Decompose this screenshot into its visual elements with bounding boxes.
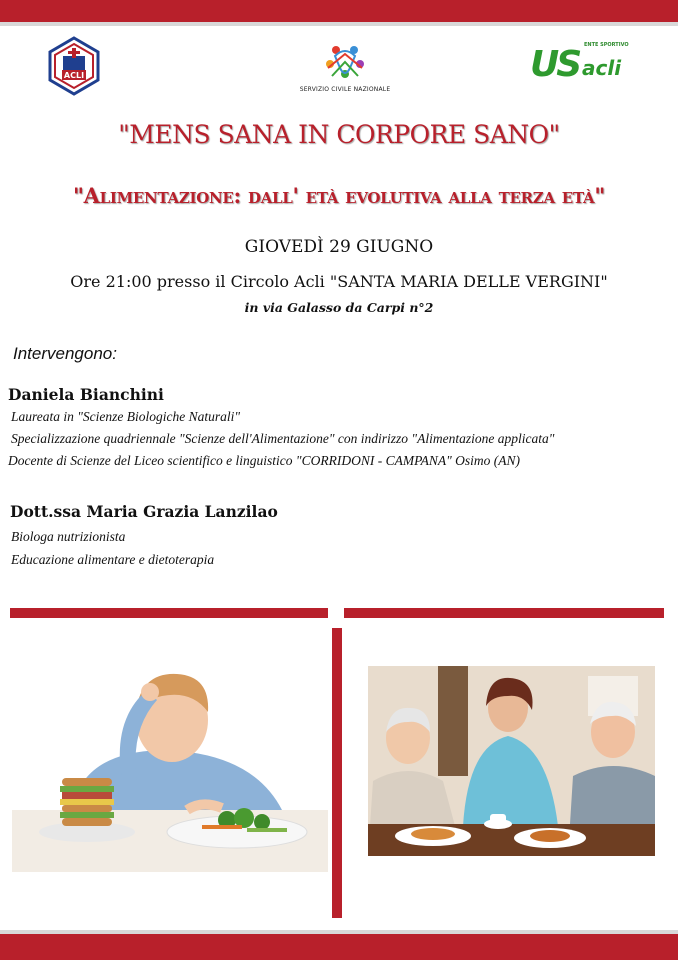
event-date: GIOVEDÌ 29 GIUGNO xyxy=(244,237,434,257)
acli-logo-text: ACLI xyxy=(63,71,85,80)
star-people-icon xyxy=(290,38,400,84)
speaker-1-line-1: Laureata in "Scienze Biologiche Naturali" xyxy=(11,409,241,424)
us-logo-main: US xyxy=(530,44,580,85)
event-title: "MENS SANA IN CORPORE SANO" xyxy=(118,120,560,149)
divider-vertical xyxy=(332,628,342,918)
speaker-1-line-2: Specializzazione quadriennale "Scienze dell'Alimentazione" con indirizzo "Alimentazione applicata" xyxy=(11,431,555,446)
speaker-2-name: Dott.ssa Maria Grazia Lanzilao xyxy=(10,502,278,521)
child-food-photo xyxy=(12,660,328,872)
us-acli-logo xyxy=(530,42,630,90)
bottom-border-bar xyxy=(0,934,678,960)
speaker-1-name: Daniela Bianchini xyxy=(8,385,164,404)
event-place: Ore 21:00 presso il Circolo Acli "SANTA MARIA DELLE VERGINI" xyxy=(70,272,608,291)
top-border-bar xyxy=(0,0,678,22)
servizio-civile-logo xyxy=(290,38,400,100)
speaker-2-line-2: Educazione alimentare e dietoterapia xyxy=(11,552,215,567)
event-subtitle: "Alimentazione: dall' età evolutiva alla terza età" xyxy=(73,183,605,208)
acli-logo xyxy=(48,36,100,96)
speaker-2-line-1: Biologa nutrizionista xyxy=(11,529,126,544)
divider-right xyxy=(344,608,664,618)
event-address: in via Galasso da Carpi n°2 xyxy=(244,300,434,315)
speaker-1-line-3: Docente di Scienze del Liceo scientifico e linguistico "CORRIDONI - CAMPANA" Osimo (AN) xyxy=(8,453,520,468)
us-logo-acli: acli xyxy=(582,56,622,80)
divider-left xyxy=(10,608,328,618)
speakers-heading: Intervengono: xyxy=(13,344,117,363)
servizio-civile-label: SERVIZIO CIVILE NAZIONALE xyxy=(299,86,391,93)
us-acli-small-text: ENTE SPORTIVO xyxy=(584,42,629,48)
elderly-meal-photo xyxy=(368,666,655,856)
